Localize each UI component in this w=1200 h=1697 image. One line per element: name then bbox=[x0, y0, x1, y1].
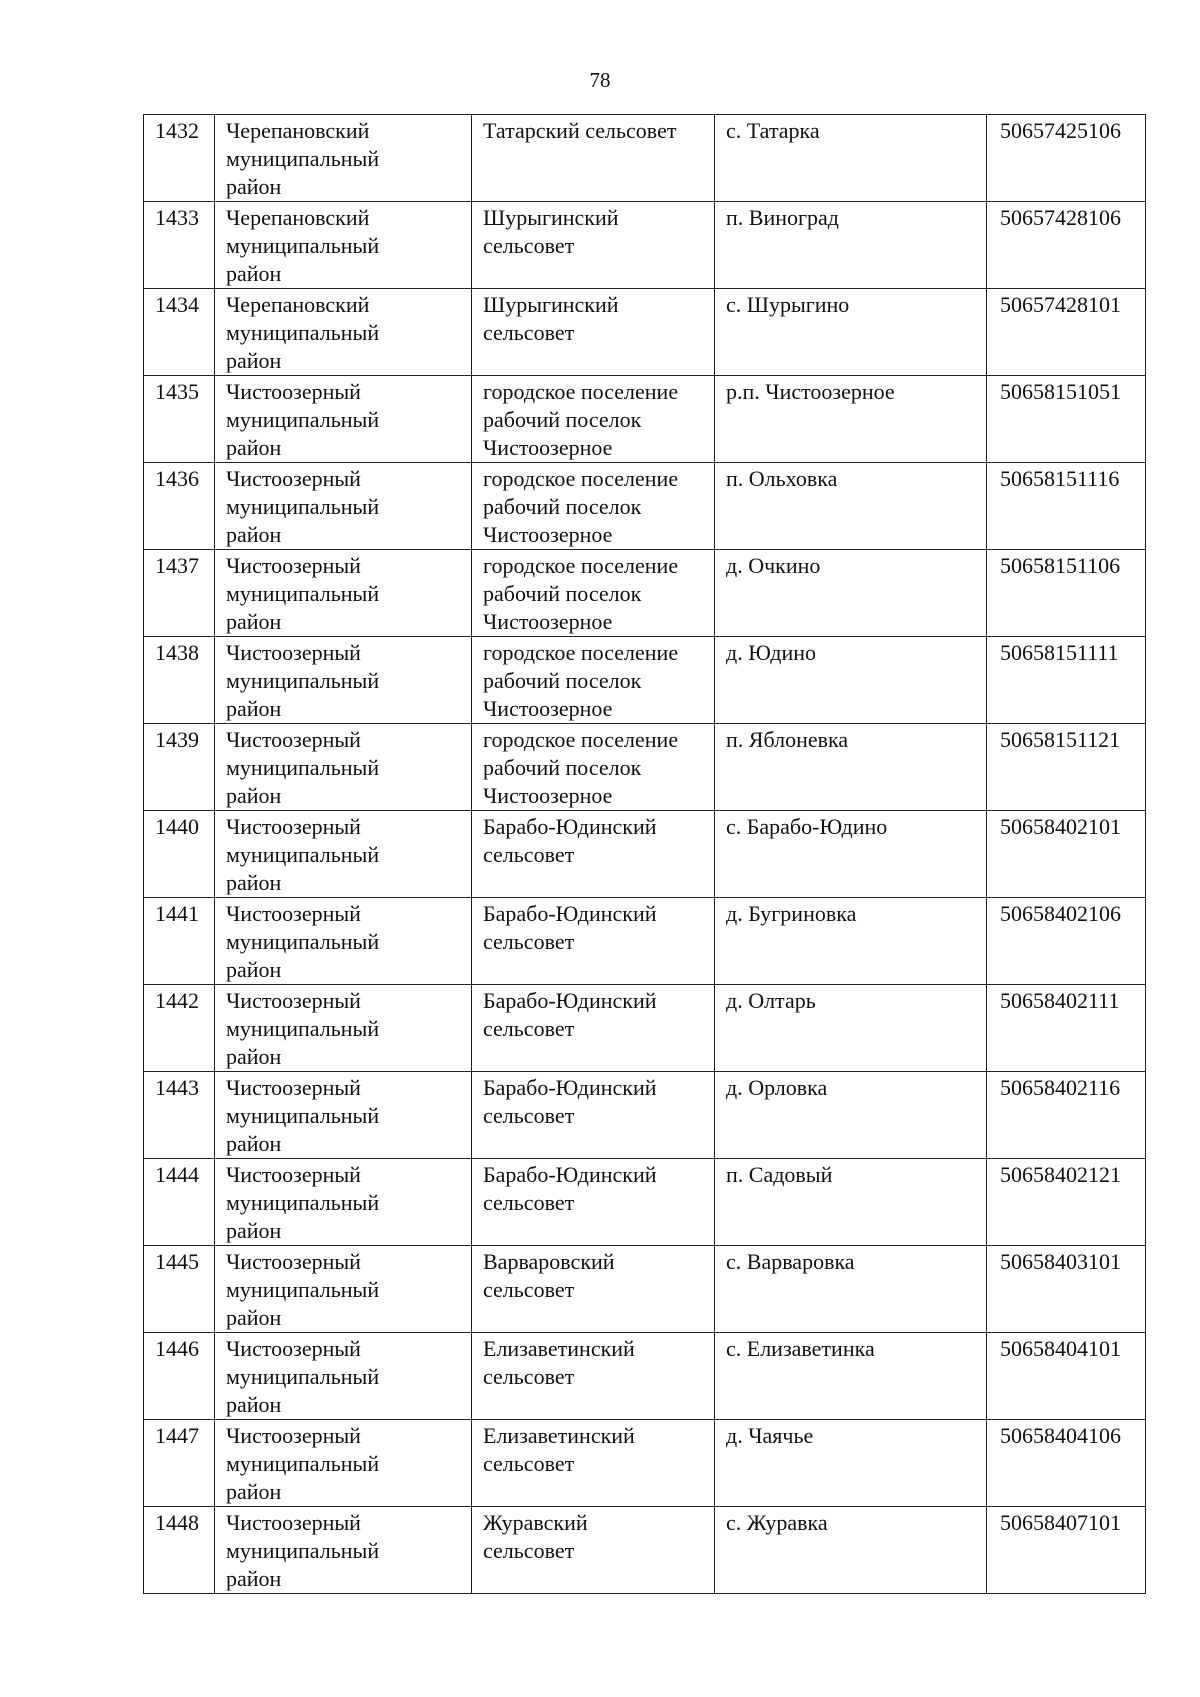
row-number-cell-text: 1442 bbox=[155, 988, 199, 1013]
settlement-cell-text: сельсовет bbox=[483, 1016, 575, 1041]
district-cell bbox=[215, 1420, 472, 1507]
settlement-cell bbox=[472, 115, 715, 202]
settlement-cell-text: Чистоозерное bbox=[483, 435, 613, 460]
settlement-cell-text: сельсовет bbox=[483, 1364, 575, 1389]
row-number-cell-text: 1437 bbox=[155, 553, 199, 578]
district-cell-text: район bbox=[226, 1044, 282, 1069]
district-cell-text: Черепановский bbox=[226, 118, 370, 143]
settlement-cell-text: Елизаветинский bbox=[483, 1423, 635, 1448]
settlement-cell-text: Чистоозерное bbox=[483, 783, 613, 808]
district-cell bbox=[215, 376, 472, 463]
locality-cell-text: п. Яблоневка bbox=[726, 727, 849, 752]
locality-cell-text: п. Ольховка bbox=[726, 466, 838, 491]
district-cell-text: Чистоозерный bbox=[226, 727, 361, 752]
locality-cell-text: р.п. Чистоозерное bbox=[726, 379, 895, 404]
district-cell bbox=[215, 463, 472, 550]
locality-cell-text: п. Садовый bbox=[726, 1162, 833, 1187]
row-number-cell-text: 1441 bbox=[155, 901, 199, 926]
settlement-cell-text: Варваровский bbox=[483, 1249, 615, 1274]
oktmo-code-cell bbox=[987, 985, 1146, 1072]
oktmo-code-cell bbox=[987, 637, 1146, 724]
oktmo-code-cell bbox=[987, 1420, 1146, 1507]
settlement-cell-text: сельсовет bbox=[483, 929, 575, 954]
settlement-cell-text: сельсовет bbox=[483, 1190, 575, 1215]
settlement-cell-text: сельсовет bbox=[483, 1451, 575, 1476]
locality-cell-text: д. Чаячье bbox=[726, 1423, 814, 1448]
oktmo-code-cell bbox=[987, 463, 1146, 550]
district-cell bbox=[215, 1246, 472, 1333]
oktmo-code-cell bbox=[987, 1072, 1146, 1159]
row-number-cell-text: 1445 bbox=[155, 1249, 199, 1274]
district-cell-text: район bbox=[226, 435, 282, 460]
district-cell bbox=[215, 202, 472, 289]
row-number-cell bbox=[144, 1333, 215, 1420]
settlement-cell bbox=[472, 985, 715, 1072]
district-cell-text: Чистоозерный bbox=[226, 1075, 361, 1100]
locality-cell bbox=[715, 1333, 987, 1420]
settlement-cell-text: сельсовет bbox=[483, 320, 575, 345]
row-number-cell bbox=[144, 811, 215, 898]
locality-cell bbox=[715, 1246, 987, 1333]
locality-cell bbox=[715, 1159, 987, 1246]
oktmo-code-cell bbox=[987, 1333, 1146, 1420]
row-number-cell-text: 1439 bbox=[155, 727, 199, 752]
table-row bbox=[144, 1420, 1146, 1507]
locality-cell bbox=[715, 898, 987, 985]
locality-cell bbox=[715, 202, 987, 289]
district-cell-text: муниципальный bbox=[226, 146, 380, 171]
locality-cell bbox=[715, 637, 987, 724]
locality-cell-text: д. Олтарь bbox=[726, 988, 816, 1013]
locality-cell-text: д. Орловка bbox=[726, 1075, 828, 1100]
settlement-cell bbox=[472, 550, 715, 637]
settlement-cell bbox=[472, 376, 715, 463]
district-cell-text: Чистоозерный bbox=[226, 1162, 361, 1187]
settlement-cell-text: сельсовет bbox=[483, 233, 575, 258]
district-cell-text: Чистоозерный bbox=[226, 1249, 361, 1274]
settlement-cell bbox=[472, 1159, 715, 1246]
district-cell-text: муниципальный bbox=[226, 1103, 380, 1128]
locality-cell-text: д. Очкино bbox=[726, 553, 821, 578]
row-number-cell bbox=[144, 985, 215, 1072]
oktmo-code-cell-text: 50658402106 bbox=[1000, 901, 1121, 926]
locality-cell bbox=[715, 811, 987, 898]
settlement-cell-text: Чистоозерное bbox=[483, 522, 613, 547]
settlement-cell-text: Барабо-Юдинский bbox=[483, 814, 657, 839]
settlement-cell-text: Барабо-Юдинский bbox=[483, 1075, 657, 1100]
district-cell-text: Черепановский bbox=[226, 205, 370, 230]
district-cell-text: Чистоозерный bbox=[226, 466, 361, 491]
oktmo-code-cell-text: 50658402111 bbox=[1000, 988, 1120, 1013]
row-number-cell-text: 1435 bbox=[155, 379, 199, 404]
settlement-cell-text: сельсовет bbox=[483, 1538, 575, 1563]
district-cell-text: Чистоозерный bbox=[226, 901, 361, 926]
table-row bbox=[144, 115, 1146, 202]
district-cell-text: муниципальный bbox=[226, 407, 380, 432]
table-body bbox=[144, 115, 1146, 1594]
row-number-cell bbox=[144, 1507, 215, 1594]
district-cell-text: муниципальный bbox=[226, 1190, 380, 1215]
settlement-cell-text: городское поселение bbox=[483, 466, 679, 491]
settlement-cell bbox=[472, 1072, 715, 1159]
oktmo-code-cell-text: 50657428101 bbox=[1000, 292, 1121, 317]
table-row bbox=[144, 550, 1146, 637]
oktmo-code-cell-text: 50658404106 bbox=[1000, 1423, 1121, 1448]
row-number-cell bbox=[144, 724, 215, 811]
oktmo-code-cell-text: 50658402116 bbox=[1000, 1075, 1121, 1100]
district-cell-text: муниципальный bbox=[226, 1538, 380, 1563]
table-row bbox=[144, 1507, 1146, 1594]
oktmo-code-cell bbox=[987, 115, 1146, 202]
settlement-cell-text: рабочий поселок bbox=[483, 407, 642, 432]
oktmo-code-cell bbox=[987, 202, 1146, 289]
row-number-cell bbox=[144, 289, 215, 376]
settlement-cell-text: Чистоозерное bbox=[483, 696, 613, 721]
oktmo-code-cell-text: 50658151106 bbox=[1000, 553, 1121, 578]
row-number-cell-text: 1436 bbox=[155, 466, 199, 491]
row-number-cell bbox=[144, 1072, 215, 1159]
row-number-cell-text: 1432 bbox=[155, 118, 199, 143]
row-number-cell-text: 1438 bbox=[155, 640, 199, 665]
district-cell-text: муниципальный bbox=[226, 320, 380, 345]
settlement-cell-text: городское поселение bbox=[483, 379, 679, 404]
settlement-cell-text: Чистоозерное bbox=[483, 609, 613, 634]
row-number-cell-text: 1446 bbox=[155, 1336, 199, 1361]
settlement-cell bbox=[472, 1420, 715, 1507]
settlement-cell-text: сельсовет bbox=[483, 1277, 575, 1302]
settlement-cell bbox=[472, 811, 715, 898]
district-cell bbox=[215, 115, 472, 202]
oktmo-code-cell-text: 50657428106 bbox=[1000, 205, 1121, 230]
settlement-cell-text: городское поселение bbox=[483, 553, 679, 578]
settlement-cell bbox=[472, 637, 715, 724]
oktmo-code-cell-text: 50658407101 bbox=[1000, 1510, 1121, 1535]
locality-cell bbox=[715, 1072, 987, 1159]
oktmo-code-cell bbox=[987, 289, 1146, 376]
district-cell-text: район bbox=[226, 522, 282, 547]
district-cell-text: район bbox=[226, 696, 282, 721]
locality-cell-text: с. Шурыгино bbox=[726, 292, 850, 317]
oktmo-code-cell bbox=[987, 898, 1146, 985]
table-row bbox=[144, 724, 1146, 811]
oktmo-code-cell-text: 50658402101 bbox=[1000, 814, 1121, 839]
settlement-cell-text: Елизаветинский bbox=[483, 1336, 635, 1361]
settlement-cell-text: рабочий поселок bbox=[483, 494, 642, 519]
oktmo-code-cell bbox=[987, 811, 1146, 898]
row-number-cell bbox=[144, 376, 215, 463]
oktmo-code-cell-text: 50658402121 bbox=[1000, 1162, 1121, 1187]
district-cell-text: район bbox=[226, 261, 282, 286]
district-cell-text: муниципальный bbox=[226, 1451, 380, 1476]
oktmo-code-cell bbox=[987, 1246, 1146, 1333]
table-row bbox=[144, 463, 1146, 550]
locality-cell-text: с. Татарка bbox=[726, 118, 820, 143]
locality-cell-text: с. Барабо-Юдино bbox=[726, 814, 888, 839]
district-cell-text: муниципальный bbox=[226, 842, 380, 867]
table-row bbox=[144, 1333, 1146, 1420]
table-row bbox=[144, 985, 1146, 1072]
locality-cell bbox=[715, 550, 987, 637]
table-row bbox=[144, 637, 1146, 724]
oktmo-code-cell-text: 50657425106 bbox=[1000, 118, 1121, 143]
settlement-cell-text: Шурыгинский bbox=[483, 292, 619, 317]
oktmo-code-cell bbox=[987, 724, 1146, 811]
row-number-cell bbox=[144, 115, 215, 202]
district-cell-text: Чистоозерный bbox=[226, 988, 361, 1013]
district-cell-text: муниципальный bbox=[226, 1016, 380, 1041]
locality-cell-text: с. Журавка bbox=[726, 1510, 828, 1535]
oktmo-code-cell bbox=[987, 550, 1146, 637]
locality-cell bbox=[715, 1507, 987, 1594]
district-cell-text: муниципальный bbox=[226, 233, 380, 258]
row-number-cell-text: 1443 bbox=[155, 1075, 199, 1100]
settlement-cell-text: Журавский bbox=[483, 1510, 588, 1535]
district-cell-text: муниципальный bbox=[226, 668, 380, 693]
district-cell-text: муниципальный bbox=[226, 494, 380, 519]
district-cell-text: район bbox=[226, 348, 282, 373]
page-number: 78 bbox=[589, 68, 611, 92]
district-cell-text: Чистоозерный bbox=[226, 1423, 361, 1448]
district-cell-text: район bbox=[226, 957, 282, 982]
row-number-cell bbox=[144, 202, 215, 289]
district-cell-text: район bbox=[226, 1479, 282, 1504]
table-row bbox=[144, 1072, 1146, 1159]
settlement-cell bbox=[472, 289, 715, 376]
district-cell-text: район bbox=[226, 783, 282, 808]
table-row bbox=[144, 1246, 1146, 1333]
row-number-cell-text: 1447 bbox=[155, 1423, 199, 1448]
district-cell-text: Чистоозерный bbox=[226, 553, 361, 578]
locality-cell bbox=[715, 376, 987, 463]
settlement-cell bbox=[472, 1246, 715, 1333]
district-cell-text: район bbox=[226, 174, 282, 199]
settlement-cell bbox=[472, 1333, 715, 1420]
district-cell-text: муниципальный bbox=[226, 929, 380, 954]
district-cell-text: район bbox=[226, 1392, 282, 1417]
locality-cell bbox=[715, 289, 987, 376]
district-cell-text: муниципальный bbox=[226, 1277, 380, 1302]
settlement-cell-text: рабочий поселок bbox=[483, 668, 642, 693]
settlement-cell-text: сельсовет bbox=[483, 1103, 575, 1128]
district-cell-text: район bbox=[226, 870, 282, 895]
district-cell bbox=[215, 1333, 472, 1420]
district-cell-text: Черепановский bbox=[226, 292, 370, 317]
district-cell-text: Чистоозерный bbox=[226, 1510, 361, 1535]
row-number-cell-text: 1444 bbox=[155, 1162, 199, 1187]
settlement-cell-text: городское поселение bbox=[483, 727, 679, 752]
row-number-cell bbox=[144, 1246, 215, 1333]
locality-cell-text: д. Юдино bbox=[726, 640, 816, 665]
oktmo-code-cell bbox=[987, 1159, 1146, 1246]
row-number-cell bbox=[144, 637, 215, 724]
row-number-cell bbox=[144, 898, 215, 985]
district-cell bbox=[215, 1072, 472, 1159]
oktmo-code-cell-text: 50658403101 bbox=[1000, 1249, 1121, 1274]
district-cell bbox=[215, 898, 472, 985]
district-cell-text: Чистоозерный bbox=[226, 379, 361, 404]
district-cell bbox=[215, 811, 472, 898]
table-row bbox=[144, 202, 1146, 289]
settlement-cell bbox=[472, 1507, 715, 1594]
oktmo-code-cell-text: 50658151116 bbox=[1000, 466, 1120, 491]
settlements-table bbox=[143, 114, 1146, 1594]
settlement-cell-text: рабочий поселок bbox=[483, 755, 642, 780]
district-cell-text: муниципальный bbox=[226, 755, 380, 780]
row-number-cell bbox=[144, 463, 215, 550]
row-number-cell bbox=[144, 550, 215, 637]
table-row bbox=[144, 1159, 1146, 1246]
row-number-cell bbox=[144, 1159, 215, 1246]
table-row bbox=[144, 811, 1146, 898]
settlement-cell bbox=[472, 202, 715, 289]
district-cell-text: район bbox=[226, 1305, 282, 1330]
oktmo-code-cell-text: 50658151111 bbox=[1000, 640, 1119, 665]
table-row bbox=[144, 289, 1146, 376]
row-number-cell-text: 1448 bbox=[155, 1510, 199, 1535]
locality-cell-text: п. Виноград bbox=[726, 205, 839, 230]
district-cell-text: район bbox=[226, 609, 282, 634]
settlement-cell bbox=[472, 724, 715, 811]
district-cell bbox=[215, 637, 472, 724]
district-cell bbox=[215, 550, 472, 637]
oktmo-code-cell bbox=[987, 376, 1146, 463]
district-cell bbox=[215, 289, 472, 376]
district-cell bbox=[215, 1507, 472, 1594]
row-number-cell-text: 1433 bbox=[155, 205, 199, 230]
locality-cell bbox=[715, 463, 987, 550]
table-row bbox=[144, 898, 1146, 985]
district-cell bbox=[215, 724, 472, 811]
district-cell-text: Чистоозерный bbox=[226, 1336, 361, 1361]
row-number-cell-text: 1440 bbox=[155, 814, 199, 839]
table-row bbox=[144, 376, 1146, 463]
oktmo-code-cell bbox=[987, 1507, 1146, 1594]
settlement-cell-text: Барабо-Юдинский bbox=[483, 988, 657, 1013]
settlement-cell-text: городское поселение bbox=[483, 640, 679, 665]
district-cell bbox=[215, 1159, 472, 1246]
oktmo-code-cell-text: 50658404101 bbox=[1000, 1336, 1121, 1361]
district-cell-text: Чистоозерный bbox=[226, 814, 361, 839]
district-cell-text: район bbox=[226, 1218, 282, 1243]
settlement-cell-text: Барабо-Юдинский bbox=[483, 1162, 657, 1187]
settlement-cell-text: рабочий поселок bbox=[483, 581, 642, 606]
locality-cell bbox=[715, 115, 987, 202]
row-number-cell-text: 1434 bbox=[155, 292, 199, 317]
oktmo-code-cell-text: 50658151051 bbox=[1000, 379, 1121, 404]
settlement-cell-text: сельсовет bbox=[483, 842, 575, 867]
district-cell-text: район bbox=[226, 1131, 282, 1156]
district-cell bbox=[215, 985, 472, 1072]
locality-cell-text: с. Елизаветинка bbox=[726, 1336, 875, 1361]
settlement-cell-text: Татарский сельсовет bbox=[483, 118, 677, 143]
locality-cell-text: с. Варваровка bbox=[726, 1249, 855, 1274]
oktmo-code-cell-text: 50658151121 bbox=[1000, 727, 1121, 752]
settlement-cell-text: Шурыгинский bbox=[483, 205, 619, 230]
settlement-cell bbox=[472, 898, 715, 985]
district-cell-text: муниципальный bbox=[226, 1364, 380, 1389]
district-cell-text: район bbox=[226, 1566, 282, 1591]
settlement-cell bbox=[472, 463, 715, 550]
row-number-cell bbox=[144, 1420, 215, 1507]
locality-cell bbox=[715, 985, 987, 1072]
district-cell-text: Чистоозерный bbox=[226, 640, 361, 665]
locality-cell-text: д. Бугриновка bbox=[726, 901, 857, 926]
locality-cell bbox=[715, 1420, 987, 1507]
settlement-cell-text: Барабо-Юдинский bbox=[483, 901, 657, 926]
district-cell-text: муниципальный bbox=[226, 581, 380, 606]
locality-cell bbox=[715, 724, 987, 811]
